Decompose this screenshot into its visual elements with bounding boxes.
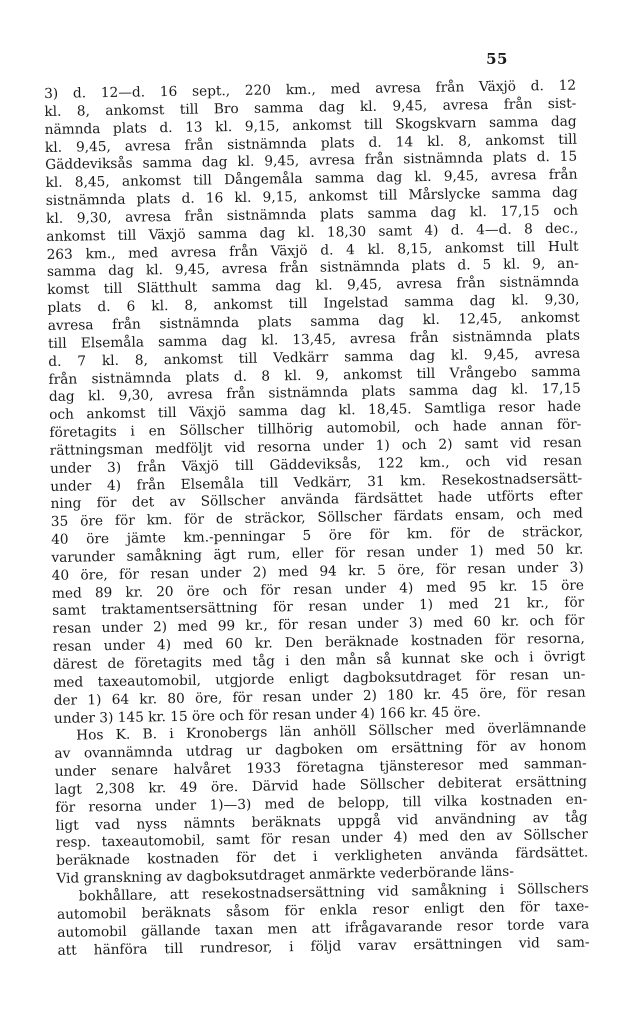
text-line: d. 7 kl. 8, ankomst till Vedkärr samma dag kl. 9,45, avresa xyxy=(48,345,581,370)
text-line: 263 km., med avresa från Växjö d. 4 kl. 8,15, ankomst till Hult xyxy=(46,238,579,263)
text-line: kl. 8,45, ankomst till Dångemåla samma dag kl. 9,45, avresa från xyxy=(45,166,578,192)
text-line: resan under 4) med 60 kr. Den beräknade kostnaden för resorna, xyxy=(52,630,585,656)
text-line: kl. 9,45, avresa från sistnämnda plats d. 14 kl. 8, ankomst till xyxy=(44,131,578,156)
text-line: ning för det av Söllscher använda färdsättet hade utförts efter xyxy=(50,487,583,513)
text-line: under 3) från Växjö till Gäddeviksås, 122 km., och vid resan xyxy=(49,452,583,477)
text-line: av ovannämnda utdrag ur dagboken om ersättning för av honom xyxy=(54,737,587,763)
text-line: företagits i en Söllscher tillhörig automobil, och hade annan för- xyxy=(49,416,582,441)
text-line: 35 öre för km. för de sträckor, Söllscher färdats ensam, och med xyxy=(50,505,583,531)
text-line: med 89 kr. 20 öre och för resan under 4) med 95 kr. 15 öre xyxy=(51,577,585,602)
text-line: med taxeautomobil, utgjorde enligt dagboksutdraget för resan un- xyxy=(53,666,586,691)
body-text xyxy=(44,78,590,961)
text-line: kl. 9,30, avresa från sistnämnda plats samma dag kl. 17,15 och xyxy=(45,202,579,227)
text-line: automobil beräknats såsom för enkla resor enligt den för taxe- xyxy=(56,898,590,923)
text-line: Gäddeviksås samma dag kl. 9,45, avresa från sistnämnda plats d. 15 xyxy=(45,149,578,174)
text-line: Hos K. B. i Kronobergs län anhöll Söllscher med överlämnande xyxy=(76,719,587,744)
text-line: beräknade kostnaden för det i verkligheten använda färdsättet. xyxy=(56,844,589,870)
text-line: från sistnämnda plats d. 8 kl. 9, ankomst till Vrångebo samma xyxy=(48,363,581,388)
text-line: till Elsemåla samma dag kl. 13,45, avresa från sistnämnda plats xyxy=(47,327,581,352)
text-line: plats d. 6 kl. 8, ankomst till Ingelstad samma dag kl. 9,30, xyxy=(47,291,580,317)
text-line: resp. taxeautomobil, samt för resan under 4) med den av Söllscher xyxy=(55,826,588,852)
page-number: 55 xyxy=(486,50,508,68)
text-line: under senare halvåret 1933 företagna tjänsteresor med samman- xyxy=(54,755,587,780)
text-line: sistnämnda plats d. 16 kl. 9,15, ankomst till Mårslycke samma dag xyxy=(45,184,578,210)
text-line: ligt vad nyss nämnts beräknats uppgå vid användning av tåg xyxy=(55,809,588,834)
text-line: 3) d. 12—d. 16 sept., 220 km., med avresa från Växjö d. 12 xyxy=(44,77,577,102)
text-line: samt traktamentsersättning för resan under 1) med 21 kr., för xyxy=(52,595,585,620)
text-line: för resorna under 1)—3) med de belopp, till vilka kostnaden en- xyxy=(55,791,588,816)
text-line: komst till Slätthult samma dag kl. 9,45, avresa från sistnämnda xyxy=(47,273,580,299)
text-line: under 4) från Elsemåla till Vedkärr, 31 km. Resekostnadsersätt- xyxy=(50,470,583,495)
text-line: och ankomst till Växjö samma dag kl. 18,45. Samtliga resor hade xyxy=(49,398,582,424)
text-line: resan under 2) med 99 kr., för resan under 3) med 60 kr. och för xyxy=(52,612,585,638)
text-line: 40 öre jämte km.-penningar 5 öre för km. för de sträckor, xyxy=(51,523,584,549)
text-line: Vid granskning av dagboksutdraget anmärkte vederbörande läns- xyxy=(56,863,515,888)
text-line: ankomst till Växjö samma dag kl. 18,30 samt 4) d. 4—d. 8 dec., xyxy=(46,220,579,245)
text-line: under 3) 145 kr. 15 öre och för resan under 4) 166 kr. 45 öre. xyxy=(53,703,481,727)
text-line: lagt 2,308 kr. 49 öre. Därvid hade Söllscher debiterat ersättning xyxy=(54,773,588,798)
text-line: kl. 8, ankomst till Bro samma dag kl. 9,45, avresa från sist- xyxy=(44,95,577,120)
text-line: 40 öre, för resan under 2) med 94 kr. 5 öre, för resan under 3) xyxy=(51,559,584,584)
text-line: rättningsman medföljt vid resorna under 1) och 2) samt vid resan xyxy=(49,434,582,459)
text-line: bokhållare, att resekostnadsersättning vid samåkning i Söllschers xyxy=(78,880,589,905)
text-line: dag kl. 9,30, avresa från sistnämnda plats samma dag kl. 17,15 xyxy=(48,380,581,406)
text-line: der 1) 64 kr. 80 öre, för resan under 2) 180 kr. 45 öre, för resan xyxy=(53,684,586,709)
text-line: nämnda plats d. 13 kl. 9,15, ankomst till Skogskvarn samma dag xyxy=(44,113,577,138)
text-line: varunder samåkning ägt rum, eller för resan under 1) med 50 kr. xyxy=(51,541,584,566)
text-line: att hänföra till rundresor, i följd varav ersättningen vid sam- xyxy=(57,934,590,959)
text-line: samma dag kl. 9,45, avresa från sistnämnda plats d. 5 kl. 9, an- xyxy=(46,256,579,281)
text-line: automobil gällande taxan men att ifrågavarande resor torde vara xyxy=(57,916,590,941)
text-line: avresa från sistnämnda plats samma dag kl. 12,45, ankomst xyxy=(47,309,580,334)
text-line: därest de företagits med tåg i den mån så kunnat ske och i övrigt xyxy=(52,648,586,673)
